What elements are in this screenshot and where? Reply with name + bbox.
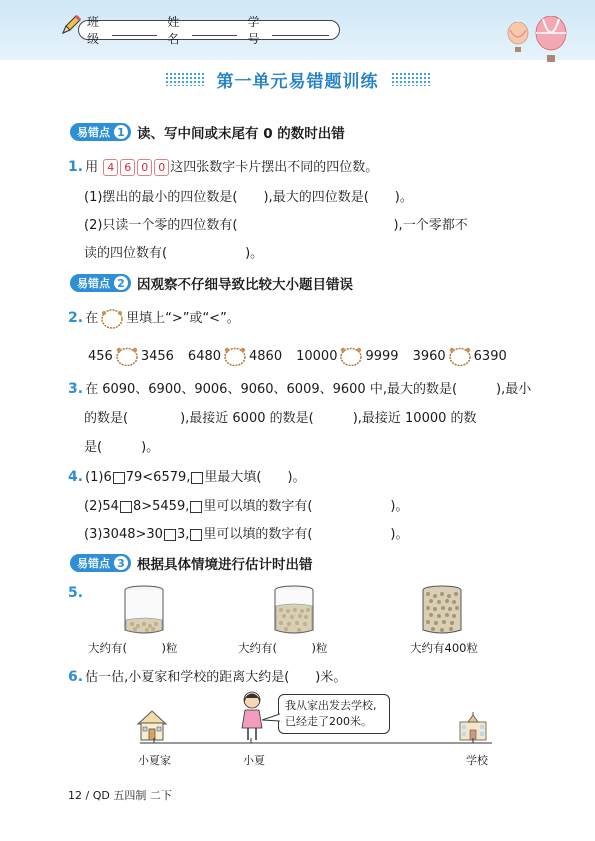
jar-full-icon: [420, 584, 464, 636]
jar-few-label[interactable]: 大约有( )粒: [88, 641, 178, 655]
section-3-header: [70, 553, 313, 573]
house-icon: [136, 708, 168, 742]
balloon-small-icon: [506, 22, 530, 54]
jar-half-label[interactable]: 大约有( )粒: [238, 641, 328, 655]
q4-part3: [84, 523, 409, 542]
speech-bubble: [278, 694, 390, 734]
class-blank[interactable]: [112, 24, 157, 36]
question-number: 4.: [68, 469, 84, 485]
badge-label: 易错点: [77, 277, 110, 290]
hedgehog-circle-icon: [100, 309, 124, 329]
q3-line1: [68, 378, 531, 397]
dots-decoration: [391, 72, 431, 86]
section-badge: [70, 123, 131, 141]
question-number: 1.: [68, 159, 84, 175]
q6-stem: [68, 666, 346, 685]
q4-text: 8>5459,: [132, 499, 190, 514]
q1-stem: [68, 156, 378, 176]
section-title: 因观察不仔细导致比较大小题目错误: [137, 277, 353, 293]
comparison-pair: [296, 346, 398, 366]
q2-prefix: 在: [85, 311, 99, 326]
name-blank[interactable]: [192, 24, 237, 36]
q1-suffix: 这四张数字卡片摆出不同的四位数。: [170, 160, 379, 175]
q5-number: [68, 585, 85, 601]
digit-box-ref: [191, 472, 203, 484]
section-title: 读、写中间或末尾有 0 的数时出错: [137, 126, 345, 142]
q4-text[interactable]: 里可以填的数字有( )。: [203, 499, 409, 514]
distance-line: [140, 738, 492, 748]
id-label: 学号: [247, 15, 260, 46]
hedgehog-answer-icon[interactable]: [339, 346, 363, 366]
q2-suffix: 里填上“>”或“<”。: [126, 311, 240, 326]
section-title: 根据具体情境进行估计时出错: [137, 557, 313, 573]
badge-label: 易错点: [77, 557, 110, 570]
left-number: 456: [88, 348, 113, 364]
id-blank[interactable]: [272, 24, 329, 36]
digit-card: 0: [137, 159, 152, 176]
question-number: 3.: [68, 381, 84, 397]
q3-line2[interactable]: 的数是( ),最接近 6000 的数是( ),最接近 10000 的数: [84, 411, 477, 426]
q1-prefix: 用: [85, 160, 99, 175]
q1-part2-cont[interactable]: 读的四位数有( )。: [84, 246, 264, 261]
left-number: 6480: [187, 348, 222, 364]
q3-line3[interactable]: 是( )。: [84, 440, 160, 455]
hedgehog-answer-icon[interactable]: [115, 346, 139, 366]
q4-part1: [68, 466, 306, 485]
comparison-pair: [188, 346, 282, 366]
q4-text[interactable]: 里最大填( )。: [204, 470, 306, 485]
left-number: 3960: [412, 348, 446, 364]
jar-few-icon: [122, 584, 166, 636]
q4-part2: [84, 495, 409, 514]
q1-part1[interactable]: (1)摆出的最小的四位数是( ),最大的四位数是( )。: [84, 190, 413, 205]
left-number: 10000: [296, 348, 338, 364]
section-badge: [70, 274, 131, 292]
section-1-header: [70, 122, 345, 142]
badge-number: 3: [113, 555, 129, 571]
digit-box[interactable]: [164, 529, 176, 541]
balloon-large-icon: [534, 16, 568, 66]
dots-decoration: [165, 72, 205, 86]
comparison-row: [88, 346, 521, 366]
school-label: 学校: [466, 754, 488, 767]
digit-box-ref: [190, 501, 202, 513]
digit-card: 6: [120, 159, 135, 176]
q4-text: 3,: [176, 527, 190, 542]
digit-card: 0: [154, 159, 169, 176]
section-badge: [70, 554, 131, 572]
badge-label: 易错点: [77, 126, 110, 139]
comparison-pair: [88, 346, 174, 366]
hedgehog-answer-icon[interactable]: [223, 346, 247, 366]
bubble-tail-icon: [262, 712, 280, 724]
bubble-line-2: 已经走了200米。: [285, 715, 372, 728]
q1-part2[interactable]: (2)只读一个零的四位数有( ),一个零都不: [84, 218, 468, 233]
question-number: 2.: [68, 310, 84, 326]
q6-text[interactable]: 估一估,小夏家和学校的距离大约是( )米。: [85, 670, 347, 685]
right-number: 6390: [473, 348, 507, 364]
student-info-field: [78, 15, 340, 46]
right-number: 4860: [249, 348, 283, 364]
q4-text: (2)54: [84, 499, 119, 514]
comparison-pair: [413, 346, 507, 366]
home-label: 小夏家: [138, 754, 171, 767]
header-bar: [0, 0, 595, 60]
page-title: 第一单元易错题训练: [216, 71, 379, 92]
digit-box-ref: [190, 529, 202, 541]
q4-text: 79<6579,: [125, 470, 191, 485]
q4-text: (1)6: [85, 470, 112, 485]
jar-full-label: 大约有400粒: [410, 641, 478, 655]
hedgehog-answer-icon[interactable]: [448, 346, 472, 366]
right-number: 3456: [140, 348, 174, 364]
digit-box[interactable]: [120, 501, 132, 513]
q2-stem: [68, 307, 240, 329]
page-title-row: [0, 66, 595, 92]
class-label: 班级: [87, 15, 100, 46]
bubble-line-1: 我从家出发去学校,: [285, 699, 377, 712]
question-number: 6.: [68, 669, 84, 685]
page-footer: 12 / QD 五四制 二下: [68, 789, 172, 802]
badge-number: 2: [113, 275, 129, 291]
q4-text: (3)3048>30: [84, 527, 163, 542]
question-number: 5.: [68, 585, 84, 601]
badge-number: 1: [113, 124, 129, 140]
person-label: 小夏: [243, 754, 265, 767]
section-2-header: [70, 273, 353, 293]
q4-text[interactable]: 里可以填的数字有( )。: [203, 527, 409, 542]
name-label: 姓名: [167, 15, 180, 46]
jar-half-icon: [272, 584, 316, 636]
digit-box[interactable]: [113, 472, 125, 484]
right-number: 9999: [365, 348, 399, 364]
digit-card: 4: [103, 159, 118, 176]
q3-text[interactable]: 在 6090、6900、9006、9060、6009、9600 中,最大的数是( ),最小: [85, 382, 532, 397]
